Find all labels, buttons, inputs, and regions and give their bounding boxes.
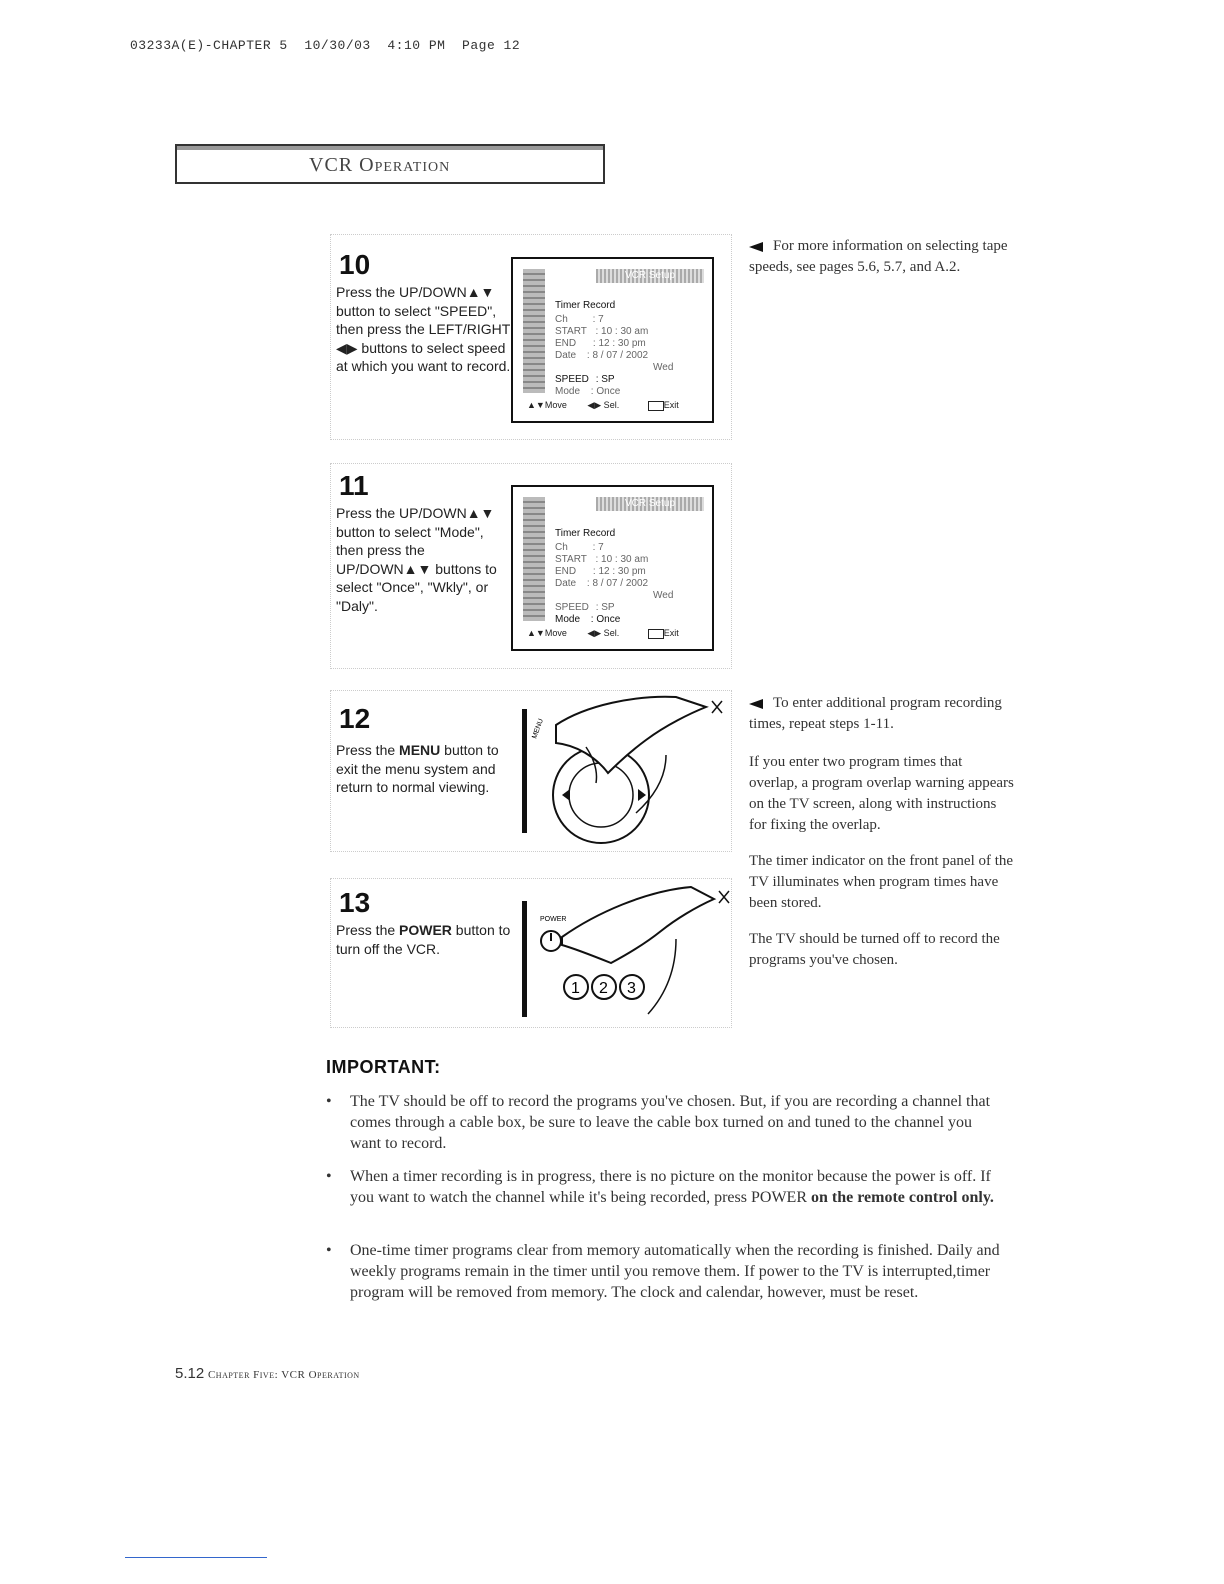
osd-footer: ▲▼Move ◀▶ Sel. Exit bbox=[527, 400, 679, 410]
bullet-dot: • bbox=[326, 1093, 332, 1110]
step-instruction: Press the UP/DOWN▲▼ button to select "SPEED", then press the LEFT/RIGHT ◀▶ buttons to select speed at which you want to record. bbox=[336, 284, 511, 374]
osd-row-end: END : 12 : 30 pm bbox=[555, 566, 646, 577]
power-label: POWER bbox=[540, 916, 567, 923]
osd-title: Timer Record bbox=[555, 528, 616, 539]
osd-footer: ▲▼Move ◀▶ Sel. Exit bbox=[527, 628, 679, 638]
step-11-panel bbox=[330, 463, 732, 669]
step-13-panel bbox=[330, 878, 732, 1028]
chapter-label: Chapter Five: VCR Operation bbox=[207, 1369, 360, 1381]
section-title-box bbox=[175, 144, 605, 184]
exit-icon bbox=[648, 629, 664, 639]
page-number: 5.12 bbox=[175, 1365, 205, 1382]
menu-label: MENU bbox=[531, 717, 545, 740]
osd-row-ch: Ch : 7 bbox=[555, 314, 604, 325]
step-number: 11 bbox=[339, 470, 369, 501]
osd-banner: VCR Setup bbox=[596, 497, 704, 511]
remote-menu-illustration bbox=[516, 695, 736, 845]
osd-row-start: START : 10 : 30 am bbox=[555, 326, 649, 337]
step-12-panel bbox=[330, 690, 732, 852]
bottom-rule bbox=[125, 1557, 267, 1558]
osd-row-date: Date : 8 / 07 / 2002 bbox=[555, 350, 649, 361]
note-timer-indicator: The timer indicator on the front panel of the TV illuminates when program times have been stored. bbox=[749, 853, 1014, 911]
note-turn-off: The TV should be turned off to record the programs you've chosen. bbox=[749, 931, 1000, 968]
osd-row-end: END : 12 : 30 pm bbox=[555, 338, 646, 349]
osd-row-mode: Mode : Once bbox=[555, 614, 621, 625]
digit-2: 2 bbox=[599, 980, 608, 997]
print-header: 03233A(E)-CHAPTER 5 10/30/03 4:10 PM Page 12 bbox=[130, 38, 521, 53]
osd-icon-strip bbox=[523, 497, 545, 621]
exit-icon bbox=[648, 401, 664, 411]
osd-row-day: Wed bbox=[653, 362, 674, 373]
important-bullet-3: • One-time timer programs clear from memory automatically when the recording is finished. Daily and weekly programs remain in the timer until you remove them. If power to the TV is interrupted,timer program will be removed from memory. The clock and calendar, however, must be reset. bbox=[326, 1242, 1000, 1301]
step-instruction: Press the MENU button to exit the menu system and return to normal viewing. bbox=[336, 742, 499, 795]
osd-row-day: Wed bbox=[653, 590, 674, 601]
step-instruction: Press the POWER button to turn off the VCR. bbox=[336, 922, 511, 957]
step-number: 10 bbox=[339, 249, 371, 280]
osd-row-mode: Mode : Once bbox=[555, 386, 621, 397]
step-10-panel bbox=[330, 234, 732, 440]
step-number: 13 bbox=[339, 887, 371, 918]
osd-row-date: Date : 8 / 07 / 2002 bbox=[555, 578, 649, 589]
note-overlap: If you enter two program times that overlap, a program overlap warning appears on the TV screen, along with instructions for fixing the overlap. bbox=[749, 754, 1014, 833]
remote-power-illustration bbox=[516, 879, 736, 1024]
pointer-arrow-icon bbox=[749, 699, 763, 709]
bullet-dot: • bbox=[326, 1168, 332, 1185]
step-number: 12 bbox=[339, 703, 371, 734]
note-additional-times: To enter additional program recording times, repeat steps 1-11. bbox=[749, 695, 1002, 732]
important-heading: IMPORTANT: bbox=[326, 1057, 441, 1077]
note-tape-speeds: For more information on selecting tape speeds, see pages 5.6, 5.7, and A.2. bbox=[749, 238, 1008, 275]
osd-title: Timer Record bbox=[555, 300, 616, 311]
page-footer bbox=[175, 1365, 360, 1383]
step-instruction: Press the UP/DOWN▲▼ button to select "Mode", then press the UP/DOWN▲▼ buttons to select "Once", "Wkly", or "Daly". bbox=[336, 505, 497, 614]
osd-timer-record-screen bbox=[511, 257, 714, 423]
section-title: VCR Operation bbox=[309, 154, 451, 176]
digit-1: 1 bbox=[571, 980, 580, 997]
osd-row-start: START : 10 : 30 am bbox=[555, 554, 649, 565]
osd-row-speed: SPEED : SP bbox=[555, 602, 615, 613]
osd-timer-record-screen bbox=[511, 485, 714, 651]
important-bullet-2: • When a timer recording is in progress, there is no picture on the monitor because the power is off. If you want to watch the channel while it's being recorded, press POWER on the remote control only. bbox=[326, 1168, 994, 1206]
osd-banner: VCR Setup bbox=[596, 269, 704, 283]
osd-row-speed: SPEED : SP bbox=[555, 374, 615, 385]
bullet-dot: • bbox=[326, 1242, 332, 1259]
pointer-arrow-icon bbox=[749, 242, 763, 252]
osd-icon-strip bbox=[523, 269, 545, 393]
important-bullet-1: • The TV should be off to record the programs you've chosen. But, if you are recording a channel that comes through a cable box, be sure to leave the cable box turned on and tuned to the channel you want to record. bbox=[326, 1093, 991, 1152]
osd-row-ch: Ch : 7 bbox=[555, 542, 604, 553]
digit-3: 3 bbox=[627, 980, 636, 997]
